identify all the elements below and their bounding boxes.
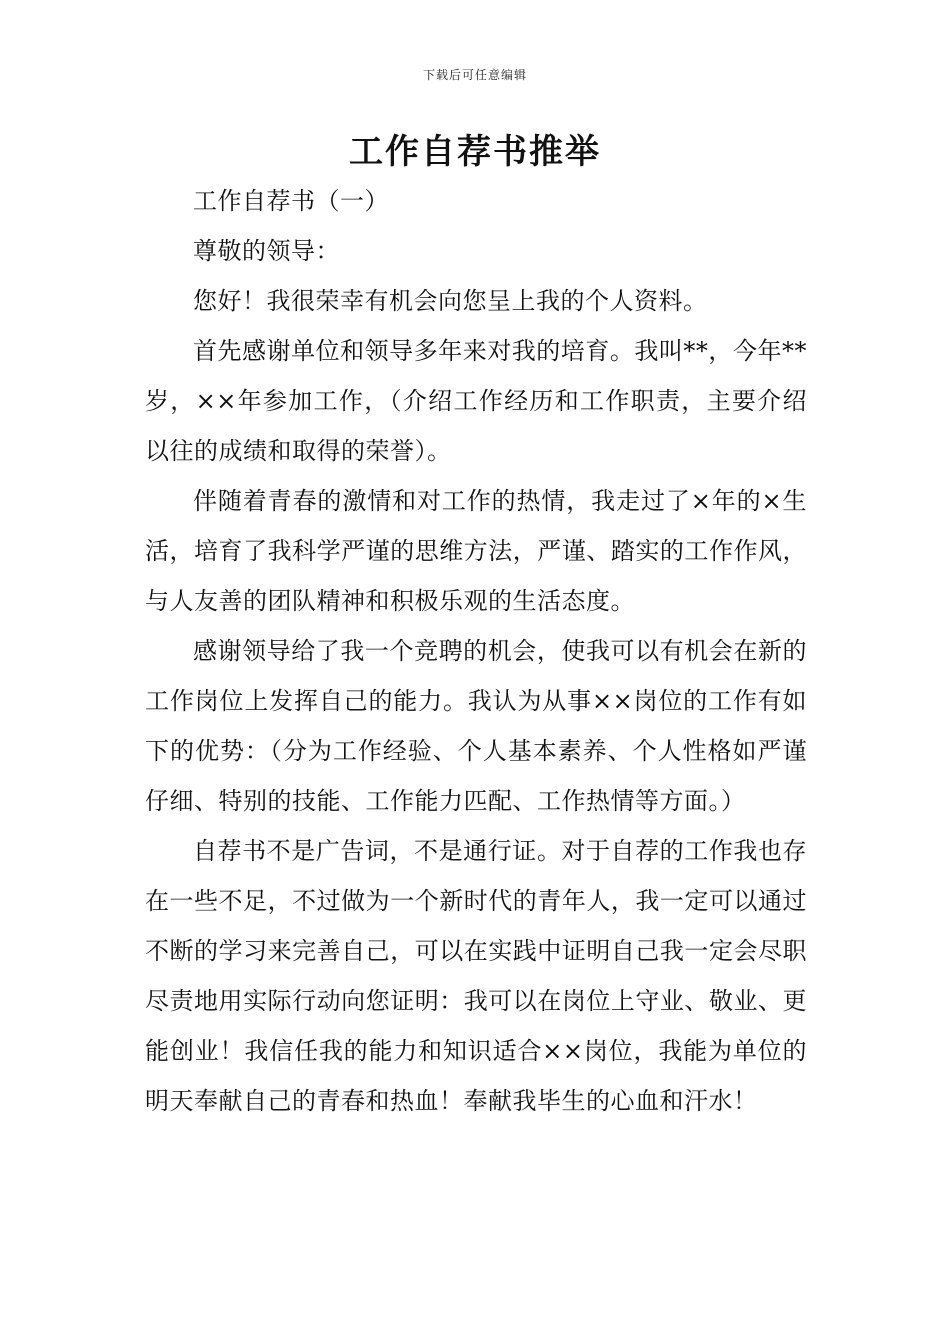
paragraph-subtitle: 工作自荐书（一） (193, 187, 389, 215)
paragraph-advantages: 感谢领导给了我一个竞聘的机会，使我可以有机会在新的工作岗位上发挥自己的能力。我认为从事××岗位的工作有如下的优势：（分为工作经验、个人基本素养、个人性格如严谨仔细、特别的技能、工作能力匹配、工作热情等方面。） (145, 637, 807, 815)
paragraph-introduction: 首先感谢单位和领导多年来对我的培育。我叫**，今年**岁，××年参加工作，（介绍工作经历和工作职责，主要介绍以往的成绩和取得的荣誉）。 (145, 337, 807, 465)
paragraph-closing: 自荐书不是广告词，不是通行证。对于自荐的工作我也存在一些不足，不过做为一个新时代的青年人，我一定可以通过不断的学习来完善自己，可以在实践中证明自己我一定会尽职尽责地用实际行动向您证明：我可以在岗位上守业、敬业、更能创业！我信任我的能力和知识适合××岗位，我能为单位的明天奉献自己的青春和热血！奉献我毕生的心血和汗水！ (145, 837, 807, 1115)
paragraph-salutation: 尊敬的领导： (193, 237, 340, 265)
header-note: 下载后可任意编辑 (422, 68, 527, 82)
paragraph-greeting: 您好！我很荣幸有机会向您呈上我的个人资料。 (193, 287, 708, 315)
paragraph-experience: 伴随着青春的激情和对工作的热情，我走过了×年的×生活，培育了我科学严谨的思维方法，严谨、踏实的工作作风，与人友善的团队精神和积极乐观的生活态度。 (145, 487, 807, 615)
document-body (145, 176, 807, 1126)
document-title: 工作自荐书推举 (349, 132, 601, 172)
